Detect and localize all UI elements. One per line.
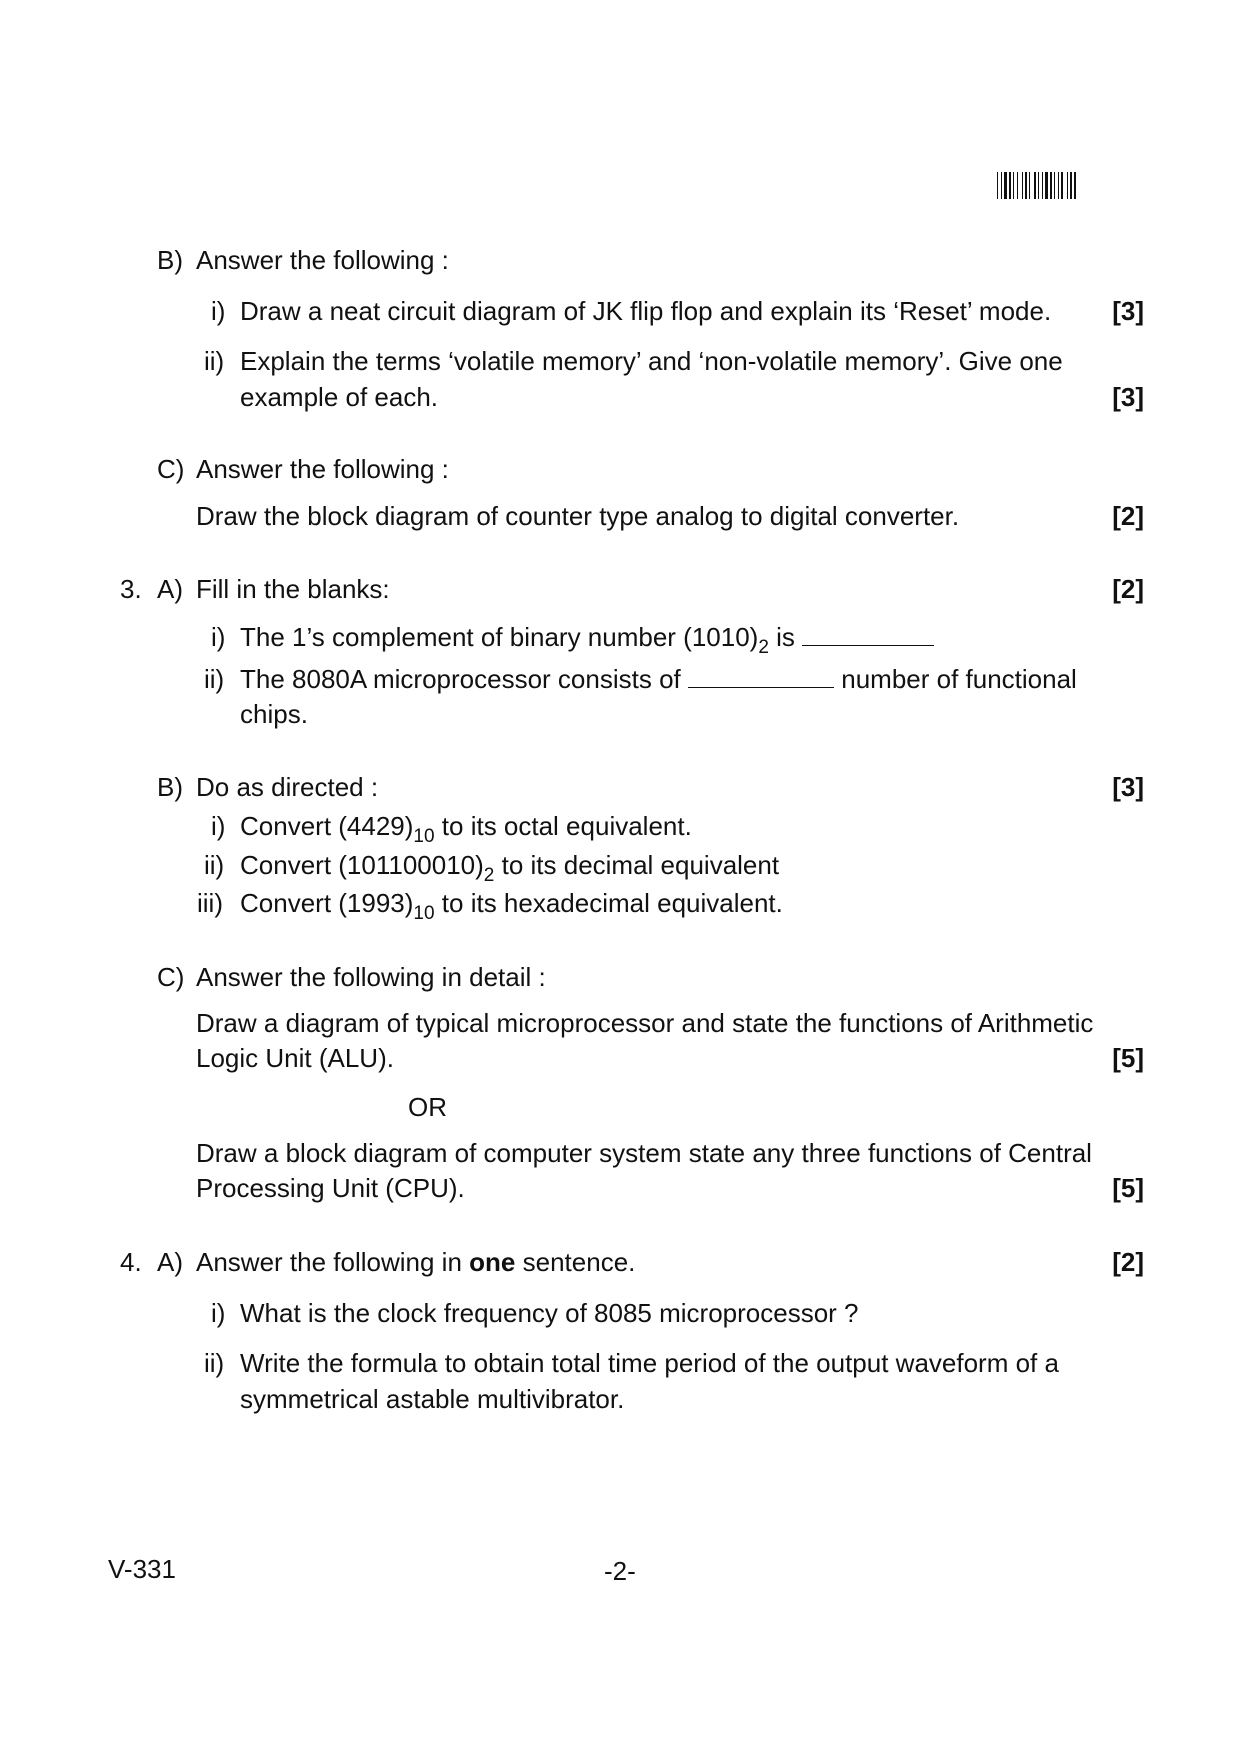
q4a-i-text: What is the clock frequency of 8085 microprocessor ? (240, 1298, 859, 1328)
barcode-bar (1009, 172, 1011, 199)
barcode-bar (1001, 172, 1002, 199)
q2b-heading: Answer the following : (196, 245, 449, 275)
q4a-i-number: i) (211, 1298, 226, 1328)
barcode-bar (1042, 172, 1043, 199)
q2b-i-text: Draw a neat circuit diagram of JK flip flop and explain its ‘Reset’ mode. (240, 296, 1052, 326)
barcode-bar (1070, 172, 1072, 199)
q3b-iii-text: Convert $(1993)_{10}$ to its hexadecimal equivalent. (240, 888, 783, 924)
or-separator: OR (408, 1092, 447, 1122)
q3b-label: B) (157, 772, 183, 802)
q4a-heading: Answer the following in one sentence. (196, 1247, 636, 1277)
q3b-heading: Do as directed : (196, 772, 379, 802)
q3c-option1-line1: Draw a diagram of typical microprocessor and state the functions of Arithmetic (196, 1008, 1094, 1038)
q2b-ii-number: ii) (204, 346, 225, 376)
barcode-bar (1045, 172, 1048, 199)
q4a-ii-text-line1: Write the formula to obtain total time period of the output waveform of a (240, 1348, 1059, 1378)
q3a-ii-number: ii) (204, 664, 225, 694)
answer-blank (802, 623, 934, 646)
barcode-bar (1025, 172, 1027, 199)
q4a-marks: [2] (1112, 1247, 1144, 1277)
barcode-bar (1058, 172, 1059, 199)
q2b-ii-text-line2: example of each. (240, 382, 439, 412)
q3c-option2-line2: Processing Unit (CPU). (196, 1173, 465, 1203)
barcode-bar (1013, 172, 1014, 199)
q4a-ii-text-line2: symmetrical astable multivibrator. (240, 1384, 625, 1414)
q3a-i-number: i) (211, 622, 226, 652)
page-number: -2- (604, 1556, 636, 1586)
barcode-bar (1034, 172, 1036, 199)
barcode-bar (1029, 172, 1030, 199)
q2b-i-number: i) (211, 296, 226, 326)
barcode-bar (1017, 172, 1018, 199)
barcode-bar (1022, 172, 1023, 199)
q3b-iii-number: iii) (197, 888, 223, 918)
q2b-i-marks: [3] (1112, 296, 1144, 326)
q3c-option1-line2: Logic Unit (ALU). (196, 1043, 394, 1073)
q2b-ii-marks: [3] (1112, 382, 1144, 412)
barcode-bar (1061, 172, 1063, 199)
barcode-bar (1067, 172, 1068, 199)
q3c-option2-marks: [5] (1112, 1173, 1144, 1203)
q4a-ii-number: ii) (204, 1348, 225, 1378)
q3b-i-text: Convert $(4429)_{10}$ to its octal equivalent. (240, 811, 692, 847)
barcode-bar (997, 172, 998, 199)
barcode-bar (1054, 172, 1055, 199)
q2b-ii-text-line1: Explain the terms ‘volatile memory’ and ‘non-volatile memory’. Give one (240, 346, 1063, 376)
barcode-bar (1074, 172, 1076, 199)
barcode-bar (1050, 172, 1052, 199)
q2c-text: Draw the block diagram of counter type analog to digital converter. (196, 501, 960, 531)
q3c-heading: Answer the following in detail : (196, 962, 546, 992)
paper-code: V-331 (108, 1554, 176, 1584)
q2c-label: C) (157, 454, 185, 484)
q3a-marks: [2] (1112, 574, 1144, 604)
q4a-label: A) (157, 1247, 183, 1277)
q3c-option1-marks: [5] (1112, 1043, 1144, 1073)
answer-blank (688, 665, 834, 688)
q3a-label: A) (157, 574, 183, 604)
barcode-bar (1004, 172, 1007, 199)
q3b-ii-number: ii) (204, 850, 225, 880)
q2c-marks: [2] (1112, 501, 1144, 531)
q2c-heading: Answer the following : (196, 454, 449, 484)
q3-number: 3. (120, 574, 142, 604)
q4-number: 4. (120, 1247, 142, 1277)
barcode (997, 172, 1140, 199)
q3b-marks: [3] (1112, 772, 1144, 802)
barcode-bar (1038, 172, 1039, 199)
q2b-label: B) (157, 245, 183, 275)
q3a-heading: Fill in the blanks: (196, 574, 390, 604)
q3c-option2-line1: Draw a block diagram of computer system state any three functions of Central (196, 1138, 1092, 1168)
q3a-ii-text-line2: chips. (240, 699, 308, 729)
q3b-ii-text: Convert $(101100010)_2$ to its decimal equivalent (240, 850, 780, 886)
q3a-i-text: The 1’s complement of binary number $(1010)_2$ is (240, 622, 934, 652)
q3a-ii-text-line1: The 8080A microprocessor consists of number of functional (240, 664, 1077, 694)
q3b-i-number: i) (211, 811, 226, 841)
q3c-label: C) (157, 962, 185, 992)
